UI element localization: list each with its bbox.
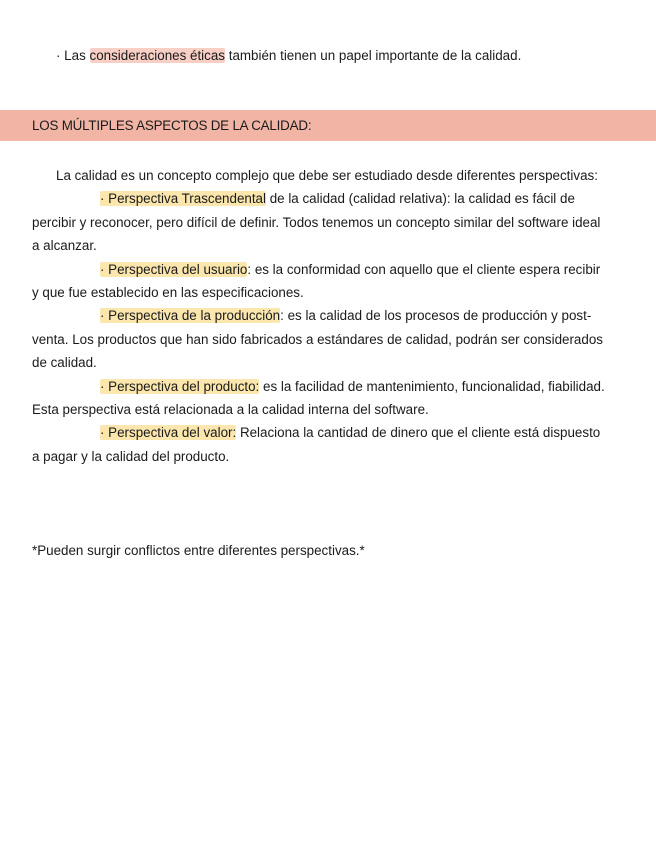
intro-line: [56, 47, 521, 65]
perspective-item-trascendental: [32, 187, 608, 257]
perspective-highlight: · Perspectiva Trascendental: [100, 191, 266, 207]
intro-highlight: consideraciones éticas: [89, 48, 225, 63]
section-title: LOS MÚLTIPLES ASPECTOS DE LA CALIDAD:: [32, 118, 312, 133]
perspective-highlight: · Perspectiva del producto:: [100, 378, 260, 394]
perspective-text: de la calidad (calidad relativa): la calidad es fácil de percibir y reconocer, pero difícil de definir. Todos tenemos un concepto similar del software ideal a alcanzar.: [32, 191, 601, 254]
intro-bullet: · Las: [56, 48, 86, 63]
perspective-item-producto: [32, 375, 608, 422]
perspective-highlight: · Perspectiva del usuario: [100, 261, 248, 277]
perspective-item-usuario: [32, 258, 608, 305]
perspective-item-produccion: [32, 304, 608, 374]
perspective-text: es la facilidad de mantenimiento, funcionalidad, fiabilidad. Esta perspectiva está relacionada a la calidad interna del software.: [32, 378, 605, 418]
section-header-band: [0, 110, 656, 141]
perspective-highlight: · Perspectiva de la producción: [100, 308, 281, 324]
perspective-text: : es la conformidad con aquello que el cliente espera recibir y que fue establecido en las especificaciones.: [32, 261, 601, 301]
body-text: [32, 164, 608, 468]
footnote: *Pueden surgir conflictos entre diferentes perspectivas.*: [32, 543, 365, 558]
intro-rest: también tienen un papel importante de la calidad.: [228, 48, 522, 63]
perspective-text: Relaciona la cantidad de dinero que el cliente está dispuesto a pagar y la calidad del producto.: [32, 425, 601, 464]
perspective-text: : es la calidad de los procesos de producción y post-venta. Los productos que han sido fabricados a estándares de calidad, podrán ser considerados de calidad.: [32, 308, 603, 371]
body-lead-paragraph: La calidad es un concepto complejo que debe ser estudiado desde diferentes perspectivas:: [56, 168, 598, 183]
perspective-item-valor: [32, 421, 608, 468]
perspective-highlight: · Perspectiva del valor:: [100, 425, 237, 441]
